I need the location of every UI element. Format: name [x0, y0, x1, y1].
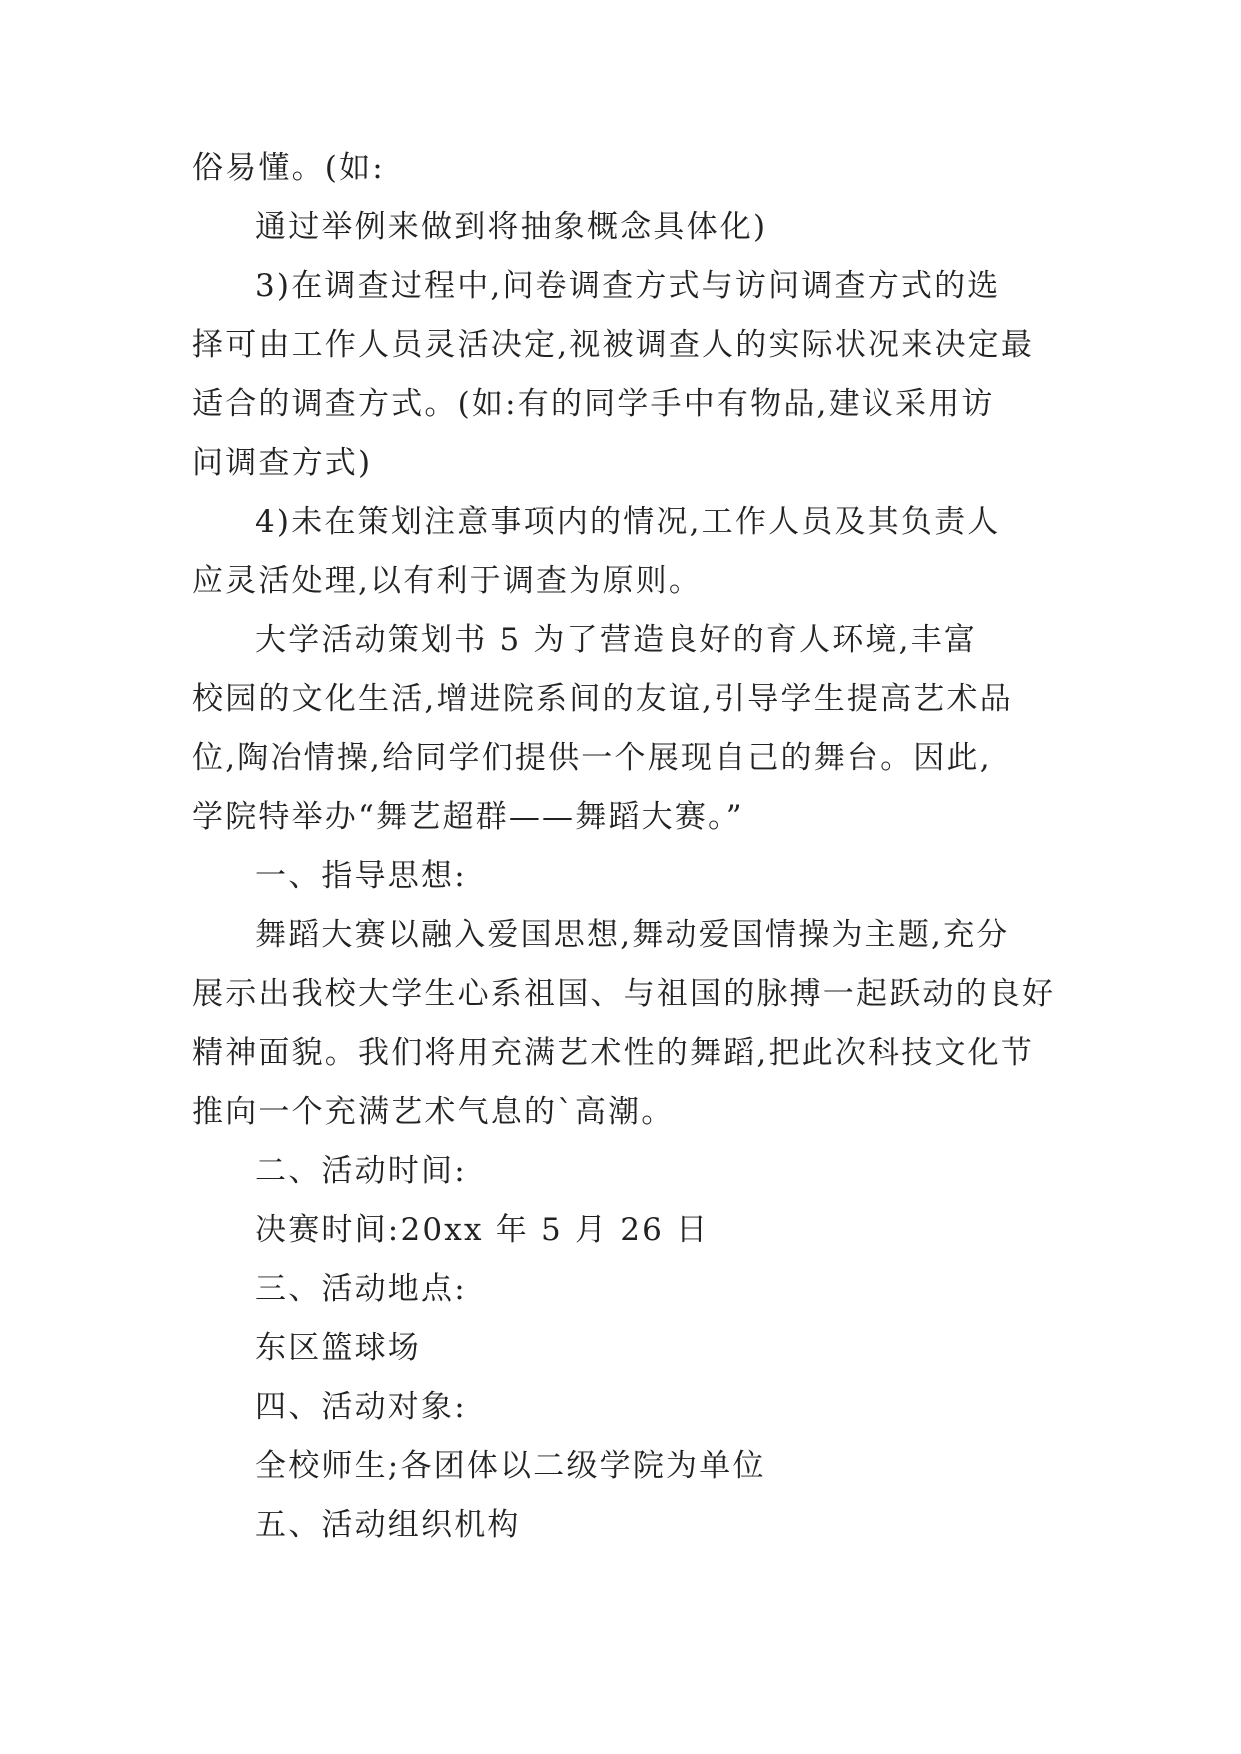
- text-line: 东区篮球场: [255, 1330, 421, 1366]
- text-line: 择可由工作人员灵活决定,视被调查人的实际状况来决定最: [192, 327, 1035, 363]
- section-heading: 三、活动地点:: [255, 1271, 467, 1307]
- text-line: 校园的文化生活,增进院系间的友谊,引导学生提高艺术品: [192, 681, 1013, 717]
- text-line: 全校师生;各团体以二级学院为单位: [255, 1448, 766, 1484]
- text-line: 学院特举办“舞艺超群——舞蹈大赛。”: [192, 799, 744, 835]
- text-line: 位,陶冶情操,给同学们提供一个展现自己的舞台。因此,: [192, 740, 992, 776]
- text-line: 精神面貌。我们将用充满艺术性的舞蹈,把此次科技文化节: [192, 1035, 1035, 1071]
- text-line: 推向一个充满艺术气息的`高潮。: [192, 1094, 675, 1130]
- text-line: 通过举例来做到将抽象概念具体化): [255, 209, 768, 245]
- text-line: 俗易懂。(如:: [192, 150, 385, 186]
- text-line: 问调查方式): [192, 445, 373, 481]
- text-line: 舞蹈大赛以融入爱国思想,舞动爱国情操为主题,充分: [255, 917, 1010, 953]
- text-line: 大学活动策划书 5 为了营造良好的育人环境,丰富: [255, 622, 978, 658]
- section-heading: 二、活动时间:: [255, 1153, 467, 1189]
- text-line: 3)在调查过程中,问卷调查方式与访问调查方式的选: [255, 268, 1001, 304]
- text-line: 适合的调查方式。(如:有的同学手中有物品,建议采用访: [192, 386, 995, 422]
- section-heading: 五、活动组织机构: [255, 1507, 521, 1543]
- text-line: 决赛时间:20xx 年 5 月 26 日: [255, 1212, 710, 1248]
- section-heading: 一、指导思想:: [255, 858, 467, 894]
- text-line: 4)未在策划注意事项内的情况,工作人员及其负责人: [255, 504, 1001, 540]
- text-line: 展示出我校大学生心系祖国、与祖国的脉搏一起跃动的良好: [192, 976, 1056, 1012]
- text-line: 应灵活处理,以有利于调查为原则。: [192, 563, 703, 599]
- section-heading: 四、活动对象:: [255, 1389, 467, 1425]
